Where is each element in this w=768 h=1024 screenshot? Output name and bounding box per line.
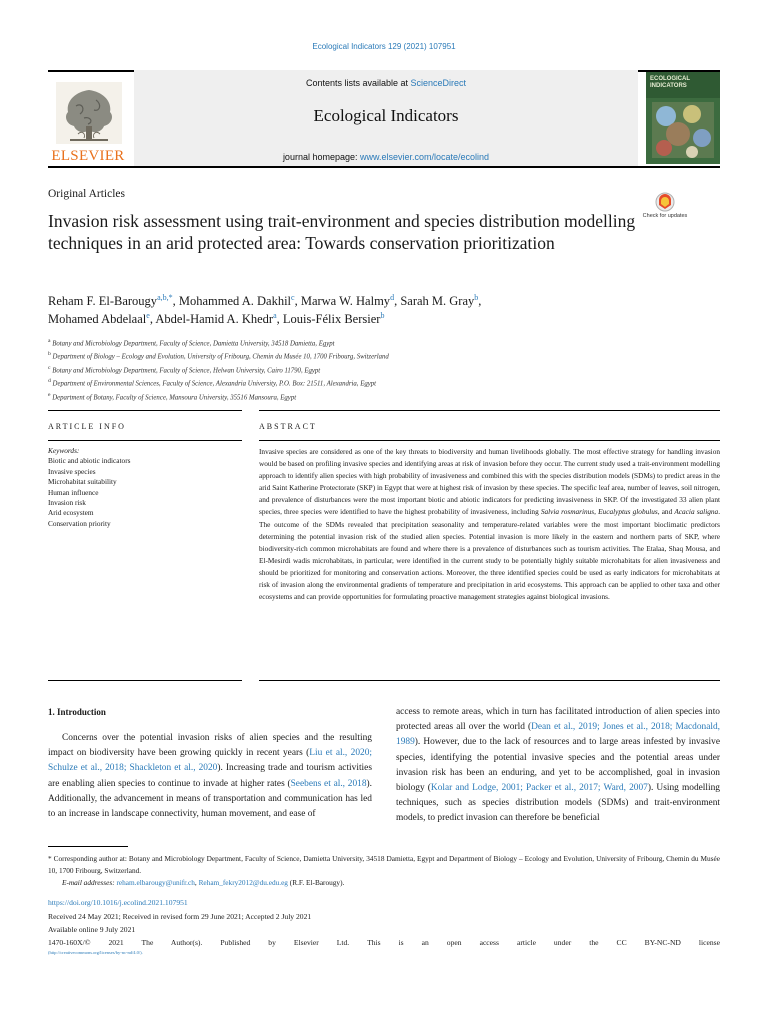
email-line — [62, 877, 720, 889]
author-separator: , — [394, 294, 401, 308]
author-name: Louis-Félix Bersier — [282, 312, 381, 326]
elsevier-wordmark: ELSEVIER — [51, 148, 125, 164]
received-dates: Received 24 May 2021; Received in revised form 29 June 2021; Accepted 2 July 2021 — [48, 912, 312, 921]
author-affiliation-mark[interactable]: e — [146, 310, 150, 320]
check-for-updates-label: Check for updates — [642, 213, 688, 219]
author-name: Mohamed Abdelaal — [48, 312, 147, 326]
affiliation-mark: e — [48, 391, 51, 398]
divider — [259, 410, 720, 411]
body-text: access to remote areas, which in turn has facilitated introduction of alien species into protected areas all over the world ( — [396, 707, 720, 733]
author-affiliation-mark[interactable]: b — [380, 310, 385, 320]
author[interactable] — [155, 312, 283, 326]
affiliation-text: Botany and Microbiology Department, Faculty of Science, Damietta University, 34518 Damietta, Egypt — [52, 340, 335, 348]
intro-column-left — [48, 731, 372, 822]
affiliation — [48, 336, 668, 349]
affiliation-text: Botany and Microbiology Department, Faculty of Science, Helwan University, Cairo 11790, Egypt — [52, 367, 321, 375]
affiliation-mark: a — [48, 338, 51, 344]
masthead-bottom-rule — [48, 166, 720, 168]
divider — [259, 680, 720, 681]
author-separator: , — [172, 294, 179, 308]
keyword: Invasive species — [48, 466, 96, 476]
author-name: Reham F. El-Barougy — [48, 294, 158, 308]
species-name: Eucalyptus globulus — [598, 507, 658, 517]
affiliation — [48, 376, 668, 389]
author[interactable] — [301, 294, 400, 308]
journal-cover[interactable] — [646, 72, 720, 164]
homepage-line — [134, 152, 638, 162]
abstract-text: . The outcome of the SDMs revealed that precipitation seasonality and temperature-related variables were the most important bioclimatic predictors determining the potential invasion risk of the studied alien species. Potential invasion is more likely in the eastern and northern parts of SKP, where biodiversity-rich common microhabitats are found and where there is a prevalence of disturbances such as tourism activities. The Etalaa, Shaq Mousa, and El-Mesirdi wadis microhabitats, in particular, were identified in the current study to be potentially highly suitable microhabitats for alien invasiveness and should be prioritized for monitoring and conservation actions. Moreover, the three identified species could be used as early indicators for microhabitats at risk of invasion along the environmental gradients of temperature and precipitation in arid ecosystems. This approach can be applied to other taxa and other ecosystems and can provide opportunities for formulating proactive management strategies against biological invasions. — [259, 507, 721, 602]
body-text: ). Using modelling techniques, such as species distribution models (SDMs) and trait-environment models, to predict invasion can therefore be beneficial — [396, 783, 720, 824]
divider — [48, 410, 242, 411]
email-tail: (R.F. El-Barougy). — [287, 878, 345, 887]
author-separator: , — [478, 294, 482, 308]
author-name: Mohammed A. Dakhil — [178, 294, 292, 308]
abstract-text: Invasive species are considered as one of the key threats to biodiversity and human livelihoods globally. The most effective strategy for handling invasion would be based on profiling invasive species and identifying areas at risk of invasion before they occur. The current study used a trait-environment modelling approach to identify alien species with high probability of invasiveness and combined this with the species distribution models (SDMs) to predict areas in the arid Saint Katherine Protectorate (SKP) in Egypt that were at highest risk of invasion by these species. The specific leaf area, number of leaves, soil nitrogen, and prevalence of disturbances were the most important biotic and abiotic indicators for predicting invasiveness in SKP. Of the investigated 33 alien plant species, three species were identified to have the highest probability of invasiveness, including — [259, 447, 720, 517]
affiliation-list — [48, 336, 668, 403]
journal-title: Ecological Indicators — [313, 106, 459, 125]
journal-citation[interactable]: Ecological Indicators 129 (2021) 107951 — [312, 42, 456, 51]
affiliation — [48, 390, 668, 403]
masthead-center — [134, 70, 638, 166]
affiliation-mark: c — [48, 364, 51, 371]
species-name: Acacia saligna — [674, 507, 719, 517]
keyword: Conservation priority — [48, 518, 111, 528]
species-name: Salvia rosmarinus — [540, 507, 595, 517]
author-separator: , — [276, 312, 283, 326]
license-statement: 1470-160X/© 2021 The Author(s). Published by Elsevier Ltd. This is an open access article under the CC BY-NC-ND license — [48, 938, 720, 947]
article-info-heading: ARTICLE INFO — [48, 422, 126, 431]
divider — [48, 440, 242, 441]
keyword: Microhabitat suitability — [48, 477, 117, 487]
body-text: Concerns over the potential invasion risks of alien species and the resulting impact on biodiversity have been growing quickly in recent years ( — [48, 733, 372, 759]
abstract-text: , — [594, 507, 599, 517]
email-link[interactable]: Reham_fekry2012@du.edu.eg — [198, 878, 288, 887]
author-affiliation-mark[interactable]: c — [291, 292, 295, 302]
author-separator: , — [149, 312, 156, 326]
author-affiliation-mark[interactable]: a,b,* — [157, 292, 173, 302]
author-list — [48, 292, 668, 328]
citation-link[interactable]: Liu et al., 2020; Schulze et al., 2018; Shackleton et al., 2020 — [48, 748, 372, 774]
footnote-rule — [48, 846, 128, 847]
check-for-updates-icon[interactable] — [646, 192, 684, 228]
masthead — [48, 70, 720, 168]
affiliation-mark: b — [48, 351, 51, 358]
citation-link[interactable]: Seebens et al., 2018 — [290, 778, 367, 789]
corresponding-author-note: * Corresponding author at: Botany and Microbiology Department, Faculty of Science, Damietta University, 34518 Damietta, Egypt and Department of Biology – Ecology and Evolution, University of Fribourg, Chemin du Musée 10, 1700 Fribourg, Switzerland. — [48, 854, 720, 875]
body-text: ). Additionally, the advancement in means of transportation and communication has led to an increase in landscape connectivity, human movement, and ease of — [48, 778, 372, 820]
affiliation-text: Department of Environmental Sciences, Faculty of Science, Alexandria University, P.O. Box: 21511, Alexandria, Egypt — [52, 380, 377, 388]
email-label: E-mail addresses: — [62, 878, 115, 887]
author[interactable] — [179, 294, 301, 308]
affiliation — [48, 349, 668, 362]
abstract-text: , and — [657, 507, 675, 517]
keyword: Biotic and abiotic indicators — [48, 456, 131, 466]
keywords-label: Keywords: — [48, 446, 80, 455]
section-heading: 1. Introduction — [48, 707, 106, 717]
citation-link[interactable]: Kolar and Lodge, 2001; Packer et al., 2017; Ward, 2007 — [430, 783, 648, 794]
contents-line — [134, 78, 638, 88]
email-link[interactable]: reham.elbarougy@unifr.ch — [116, 878, 195, 887]
online-date: Available online 9 July 2021 — [48, 925, 136, 934]
author[interactable] — [400, 294, 481, 308]
doi-link[interactable]: https://doi.org/10.1016/j.ecolind.2021.107951 — [48, 898, 188, 907]
contents-prefix: Contents lists available at — [305, 78, 411, 88]
affiliation-mark: d — [48, 378, 51, 385]
affiliation — [48, 363, 668, 376]
divider — [48, 680, 242, 681]
author[interactable] — [48, 312, 155, 326]
author-separator: , — [294, 294, 301, 308]
divider — [259, 440, 720, 441]
author-name: Abdel-Hamid A. Khedr — [155, 312, 274, 326]
citation-link[interactable]: Dean et al., 2019; Jones et al., 2018; Macdonald, 1989 — [396, 722, 721, 748]
abstract-heading: ABSTRACT — [259, 422, 317, 431]
author-affiliation-mark[interactable]: a — [273, 310, 277, 320]
intro-column-right — [396, 705, 720, 827]
cover-title: ECOLOGICAL INDICATORS — [650, 76, 690, 89]
email-separator: , — [194, 878, 199, 887]
author[interactable] — [48, 294, 179, 308]
journal-homepage-link[interactable]: www.elsevier.com/locate/ecolind — [360, 152, 490, 162]
author-affiliation-mark[interactable]: d — [390, 292, 395, 302]
abstract-body — [259, 446, 720, 603]
sciencedirect-link[interactable]: ScienceDirect — [410, 78, 467, 88]
body-text: ). However, due to the lack of resources and to large areas infested by invasive species, identifying the potential invasive species and the potential areas under invasion risk has been an enduring, and yet to be accomplished, goal in invasion biology ( — [396, 737, 720, 794]
elsevier-logo[interactable] — [48, 78, 128, 166]
affiliation-text: Department of Biology – Ecology and Evolution, University of Fribourg, Chemin du Musée 10, 1700 Fribourg, Switzerland — [52, 353, 389, 361]
keyword: Human influence — [48, 487, 99, 497]
article-type: Original Articles — [48, 188, 125, 200]
author-affiliation-mark[interactable]: b — [474, 292, 479, 302]
author[interactable] — [283, 312, 385, 326]
affiliation-text: Department of Botany, Faculty of Science, Mansoura University, 35516 Mansoura, Egypt — [52, 394, 297, 402]
cover-photo-icon — [652, 102, 714, 158]
keyword: Arid ecosystem — [48, 508, 94, 518]
homepage-prefix: journal homepage: — [282, 152, 360, 162]
author-name: Marwa W. Halmy — [300, 294, 391, 308]
elsevier-tree-icon — [56, 82, 122, 144]
body-text: ). Increasing trade and tourism activities are enabling alien species to continue to invade at higher rates ( — [48, 763, 372, 789]
author-name: Sarah M. Gray — [400, 294, 475, 308]
paper-title: Invasion risk assessment using trait-environment and species distribution modelling techniques in an arid protected area: Towards conservation prioritization — [48, 211, 636, 253]
keywords-block — [48, 446, 242, 529]
keyword: Invasion risk — [48, 498, 86, 508]
license-link[interactable]: (http://creativecommons.org/licenses/by-nc-nd/4.0/). — [48, 950, 143, 955]
